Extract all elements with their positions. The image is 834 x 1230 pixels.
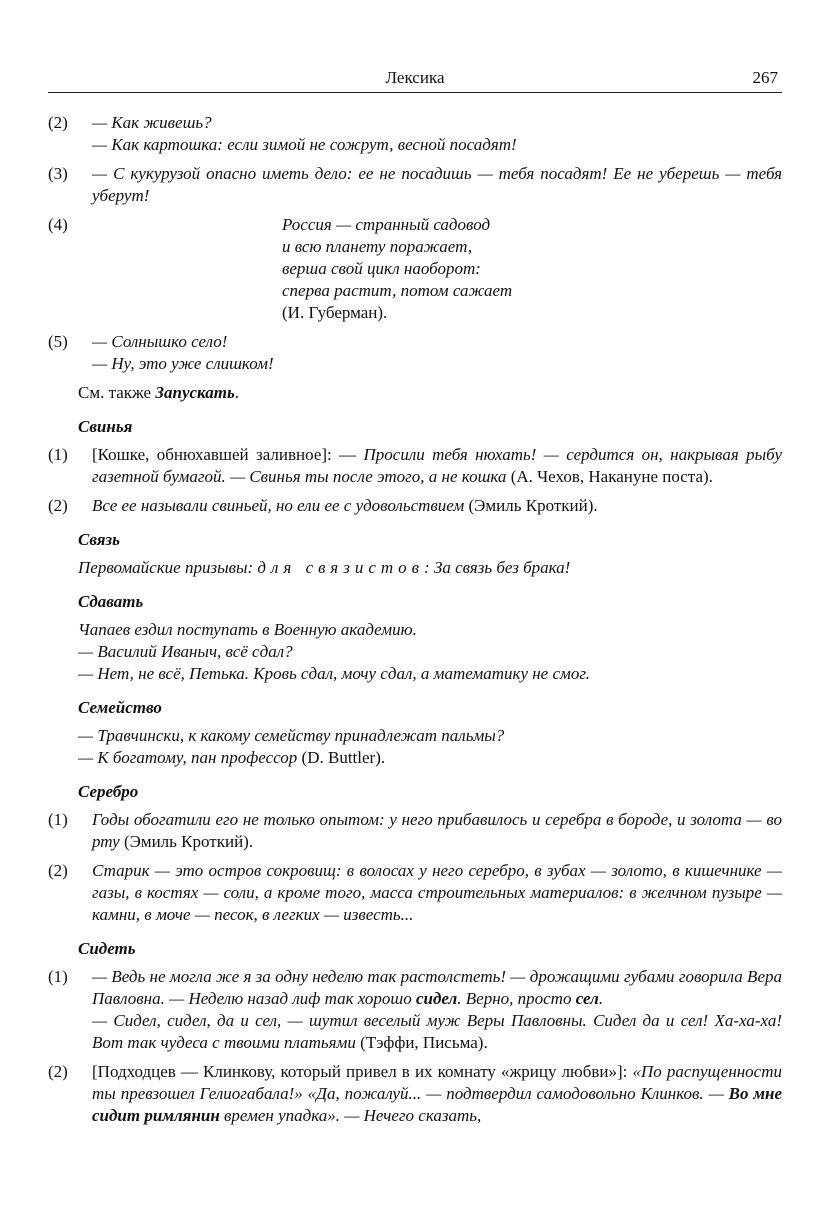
example-entry: (2) [Подходцев — Клинкову, который привел в их комнату «жрицу любви»]: «По распущенности ты превзошел Гелиогабала!» «Да, пожалуй... — подтвердил самодовольно Клинков. — Во мне сидит римлянин времен упадка». — Нечего сказать, — [48, 1062, 783, 1125]
example-entry — [48, 112, 782, 156]
example-entry: (2) Все ее называли свиньей, но ели ее с удовольствием (Эмиль Кроткий). — [48, 496, 598, 515]
entry-number: (4) — [48, 215, 68, 234]
poem-line: Россия — странный садовод — [282, 215, 491, 234]
running-header — [48, 68, 782, 93]
example-text: Первомайские призывы: для связистов: За связь без брака! — [78, 558, 571, 577]
entry-heading: Серебро — [78, 782, 139, 801]
example-line: — Травчински, к какому семейству принадлежат пальмы? — [78, 726, 505, 745]
entry-heading: Связь — [78, 530, 120, 549]
example-entry: (1) [Кошке, обнюхавшей заливное]: — Просили тебя нюхать! — сердится он, накрывая рыбу газетной бумагой. — Свинья ты после этого, а не кошка (А. Чехов, Накануне поста). — [48, 445, 782, 486]
example-text: — С кукурузой опасно иметь дело: ее не посадишь — тебя посадят! Ее не уберешь — тебя уберут! — [92, 164, 782, 205]
example-line: — Василий Иваныч, всё сдал? — [78, 642, 293, 661]
entry-number: (1) — [48, 967, 68, 986]
entry-number: (2) — [48, 113, 68, 132]
example-entry: (1) Годы обогатили его не только опытом: у него прибавилось и серебра в бороде, и золота — во рту (Эмиль Кроткий). — [48, 810, 782, 851]
entry-number: (2) — [48, 496, 68, 515]
running-title: Лексика — [385, 68, 445, 87]
page-number: 267 — [752, 68, 778, 87]
example-entry: (1) — Ведь не могла же я за одну неделю так растолстеть! — дрожащими губами говорила Вера Павловна. — Неделю назад лиф так хорошо сидел. Верно, просто сел. — Сидел, сидел, да и сел, — шутил веселый муж Веры Павловны. Сидел да и сел! Ха-ха-ха! Вот так чудеса с твоими платьями (Тэффи, Письма). — [48, 967, 782, 1052]
example-line: — Нет, не всё, Петька. Кровь сдал, мочу сдал, а математику не смог. — [78, 664, 591, 683]
example-entry — [48, 163, 782, 207]
example-line: Чапаев ездил поступать в Военную академию. — [78, 620, 417, 639]
entry-number: (2) — [48, 861, 68, 880]
entry-number: (5) — [48, 332, 68, 351]
poem-line: и всю планету поражает, — [282, 237, 473, 256]
poem-line: верша свой цикл наоборот: — [282, 259, 481, 278]
example-entry — [48, 331, 782, 375]
page-body — [48, 112, 782, 1134]
example-text — [48, 619, 782, 685]
entry-number: (3) — [48, 164, 68, 183]
example-line: — Как картошка: если зимой не сожрут, весной посадят! — [92, 135, 517, 154]
see-also: См. также Запускать. — [78, 383, 239, 402]
poem-line: сперва растит, потом сажает — [282, 281, 513, 300]
entry-number: (2) — [48, 1062, 68, 1081]
example-text — [48, 725, 782, 769]
see-also-link: Запускать — [155, 383, 235, 402]
entry-heading: Свинья — [78, 417, 133, 436]
example-line: — Солнышко село! — [92, 332, 228, 351]
example-line: — Ну, это уже слишком! — [92, 354, 274, 373]
example-line: — К богатому, пан профессор (D. Buttler). — [78, 748, 386, 767]
entry-number: (1) — [48, 445, 68, 464]
entry-number: (1) — [48, 810, 68, 829]
example-entry — [48, 214, 782, 324]
poem-attribution: (И. Губерман). — [282, 303, 388, 322]
entry-heading: Сдавать — [78, 592, 144, 611]
entry-heading: Семейство — [78, 698, 162, 717]
example-line: — Как живешь? — [92, 113, 212, 132]
poem — [92, 214, 782, 324]
example-entry: (2) Старик — это остров сокровищ: в волосах у него серебро, в зубах — золото, в кишечнике — газы, в костях — соли, а кроме того, масса строительных материалов: в желчном пузыре — камни, в моче — песок, в легких — известь... — [48, 861, 782, 924]
entry-heading: Сидеть — [78, 939, 136, 958]
